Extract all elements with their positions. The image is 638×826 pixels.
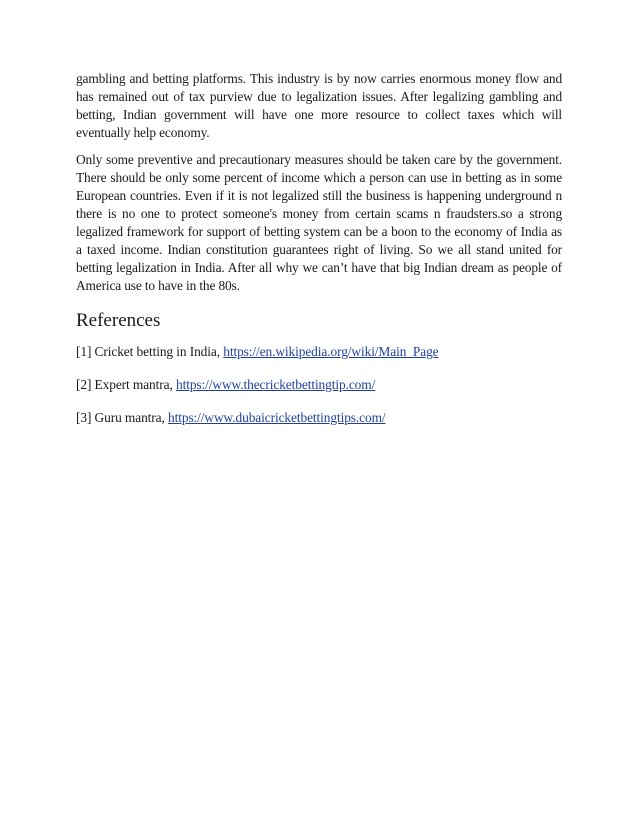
reference-item-1 [76, 343, 562, 361]
body-paragraph-1: gambling and betting platforms. This industry is by now carries enormous money flow and has remained out of tax purview due to legalization issues. After legalizing gambling and betting, Indian government will have one more resource to collect taxes which will eventually help economy. [76, 71, 562, 140]
reference-item-2 [76, 376, 562, 394]
reference-item-3 [76, 409, 562, 427]
reference-2-label: [2] Expert mantra, [76, 377, 176, 392]
references-heading: References [76, 310, 161, 331]
reference-2-link[interactable]: https://www.thecricketbettingtip.com/ [175, 377, 376, 392]
document-page [76, 70, 562, 442]
reference-3-link[interactable]: https://www.dubaicricketbettingtips.com/ [168, 410, 386, 425]
reference-1-label: [1] Cricket betting in India, [76, 344, 224, 359]
body-paragraph-2: Only some preventive and precautionary measures should be taken care by the government. There should be only some percent of income which a person can use in betting as in some European countries. Even if it is not legalized still the business is happening underground n there is no one to protect someone's money from certain scams n fraudsters.so a strong legalized framework for support of betting system can be a boon to the economy of India as a taxed income. Indian constitution guarantees right of living. So we all stand united for betting legalization in India. After all why we can’t have that big Indian dream as people of America use to have in the 80s. [76, 152, 562, 293]
reference-1-link[interactable]: https://en.wikipedia.org/wiki/Main_Page [223, 344, 439, 359]
reference-3-label: [3] Guru mantra, [76, 410, 169, 425]
